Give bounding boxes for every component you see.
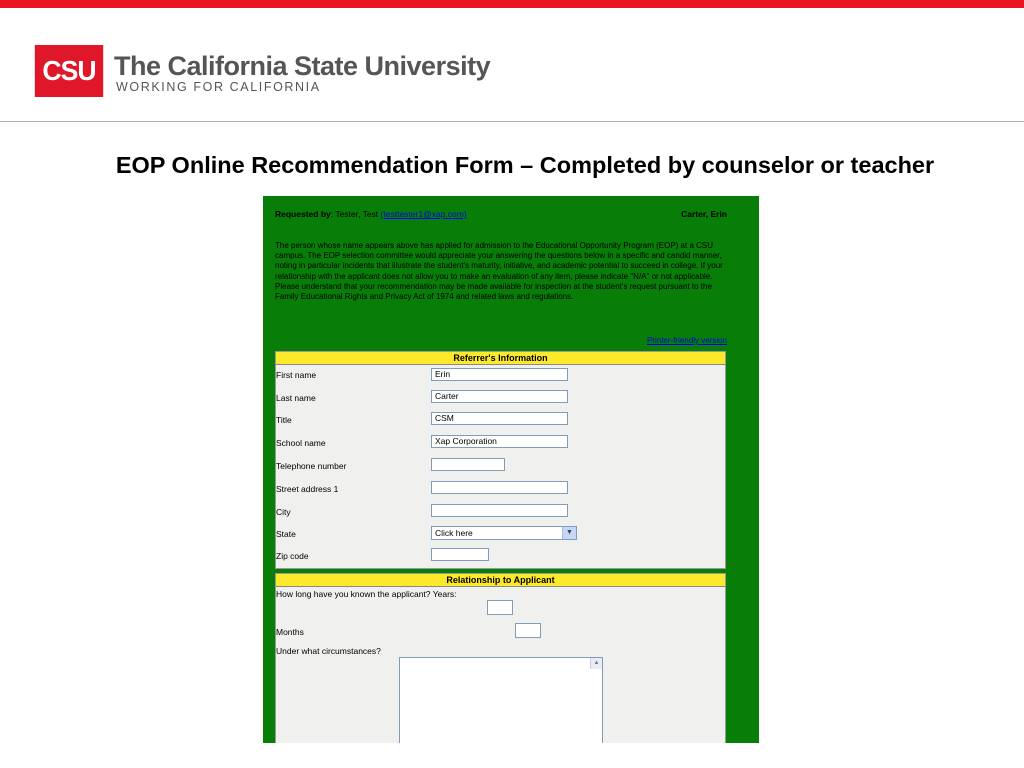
csu-logo: CSU [35,45,103,97]
phone-label: Telephone number [276,461,347,471]
requested-by-row: Requested by: Tester, Test (testtester1@xap.com) Carter, Erin [275,209,727,219]
logo-title: The California State University [114,51,491,81]
circumstances-label: Under what circumstances? [276,646,381,656]
scroll-up-icon[interactable]: ▲ [590,658,602,669]
city-label: City [276,507,291,517]
applicant-name: Carter, Erin [681,209,727,219]
street-input[interactable] [431,481,568,494]
last-name-label: Last name [276,393,316,403]
requester-name: Tester, Test [335,209,379,219]
referrer-panel-heading: Referrer's Information [276,352,725,365]
state-select[interactable] [431,526,577,540]
logo-subtitle: WORKING FOR CALIFORNIA [116,80,321,94]
city-input[interactable] [431,504,568,517]
first-name-label: First name [276,370,317,380]
printer-friendly-link[interactable]: Printer-friendly version [646,336,727,345]
chevron-down-icon[interactable]: ▼ [562,527,576,539]
phone-input[interactable] [431,458,505,471]
street-label: Street address 1 [276,484,339,494]
relationship-panel-heading: Relationship to Applicant [276,574,725,587]
circumstances-textarea[interactable] [399,657,603,743]
title-input[interactable]: CSM [431,412,568,425]
state-label: State [276,529,296,539]
state-select-value: Click here [435,528,473,538]
school-label: School name [276,438,326,448]
last-name-input[interactable]: Carter [431,390,568,403]
requester-email-link[interactable]: (testtester1@xap.com) [380,209,467,219]
slide-title: EOP Online Recommendation Form – Completed by counselor or teacher [115,152,935,178]
header-divider [0,121,1024,122]
first-name-input[interactable]: Erin [431,368,568,381]
relationship-panel [275,573,726,743]
months-label: Months [276,627,304,637]
zip-label: Zip code [276,551,309,561]
referrer-panel [275,351,726,569]
slide-header [0,8,1024,121]
form-screenshot [263,196,759,743]
years-label: How long have you known the applicant? Years: [276,589,457,599]
top-red-bar [0,0,1024,8]
requested-by-label: Requested by [275,209,331,219]
zip-input[interactable] [431,548,489,561]
intro-text: The person whose name appears above has applied for admission to the Educational Opportunity Program (EOP) at a CSU campus. The EOP selection committee would appreciate your answering the questions below in a specific and candid manner, noting in particular incidents that illustrate the student's maturity, initiative, and academic potential to succeed in college. If your relationship with the applicant does not allow you to make an evaluation of any item, please indicate "N/A" or not applicable. Please understand that your recommendation may be made available for inspection at the student's request pursuant to the Family Educational Rights and Privacy Act of 1974 and related laws and regulations. [275,241,723,302]
months-input[interactable] [515,623,541,638]
school-input[interactable]: Xap Corporation [431,435,568,448]
title-label: Title [276,415,292,425]
years-input[interactable] [487,600,513,615]
